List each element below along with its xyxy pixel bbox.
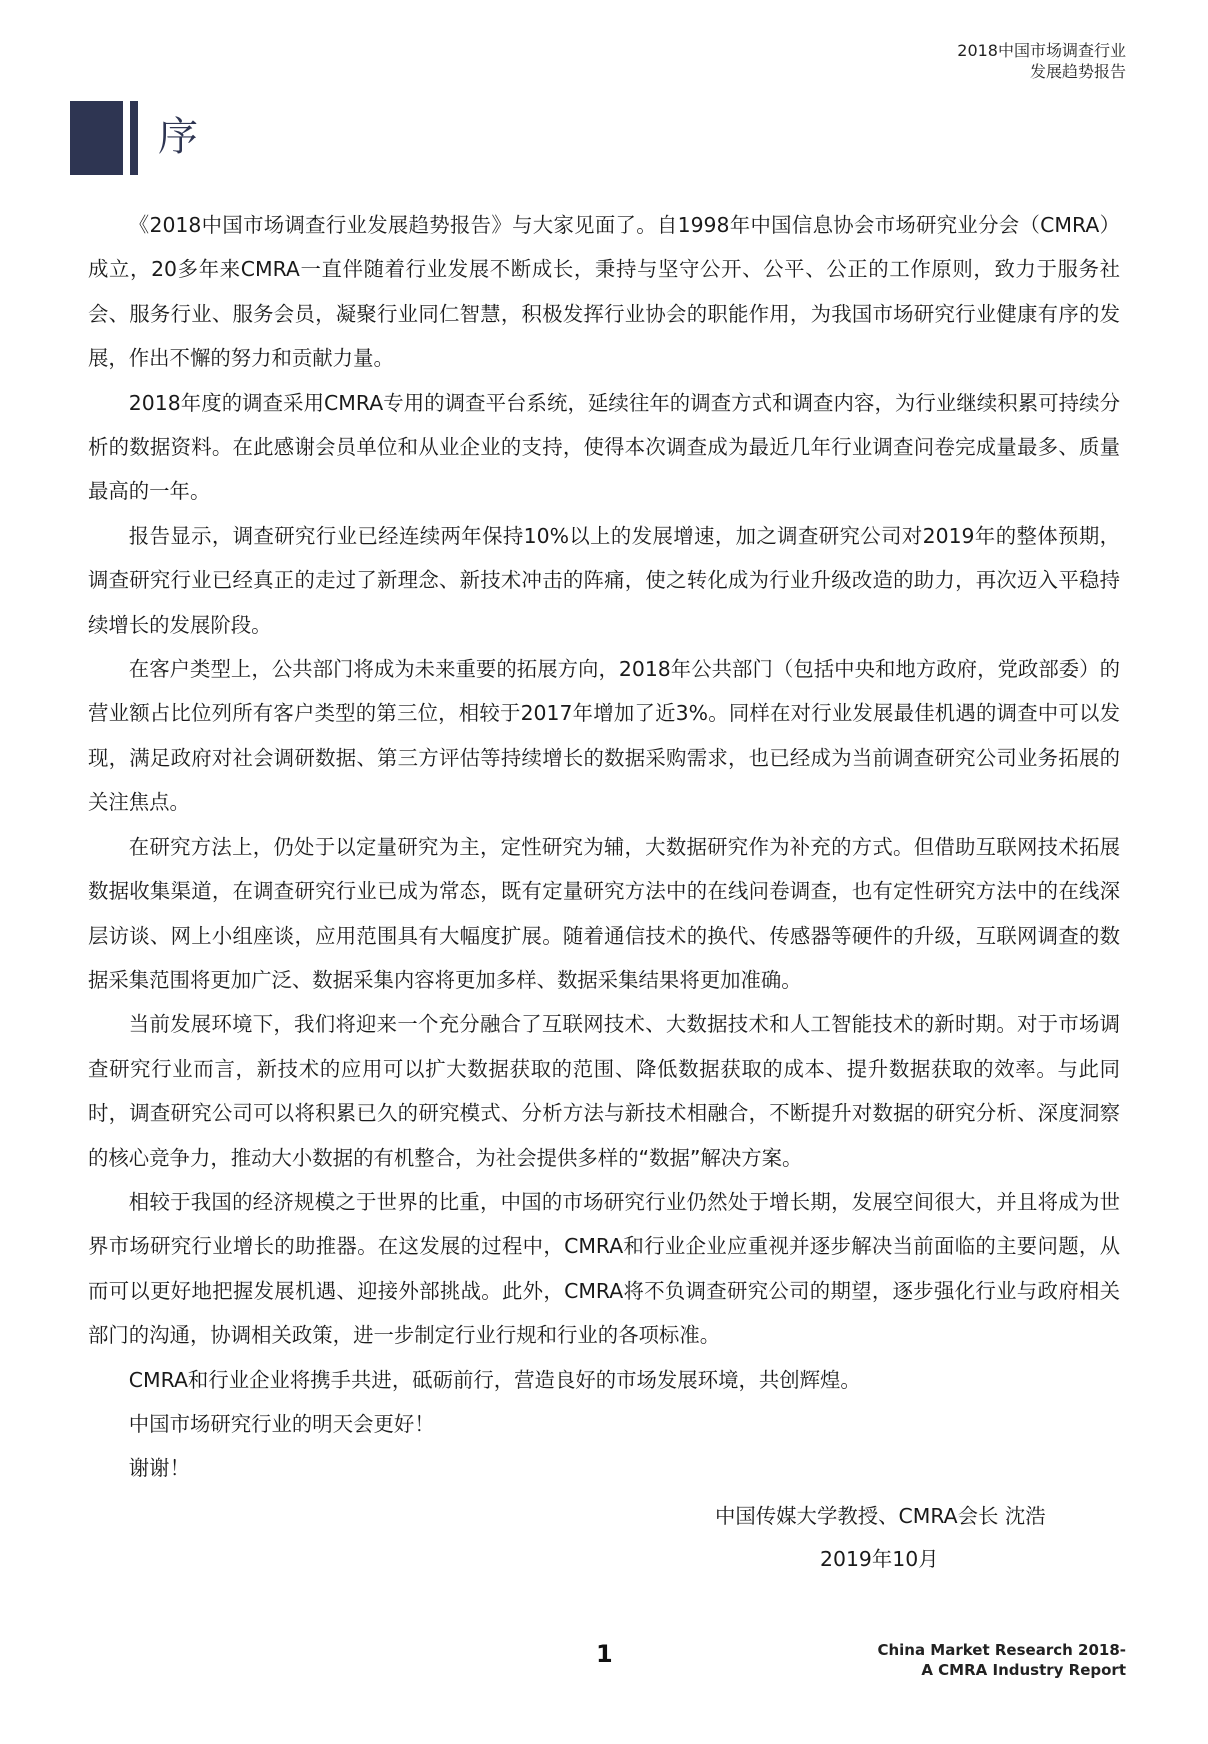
running-footer-line2: A CMRA Industry Report <box>921 1661 1126 1679</box>
signature-name: 中国传媒大学教授、CMRA会长 沈浩 <box>715 1504 1046 1528</box>
paragraph: 在客户类型上，公共部门将成为未来重要的拓展方向，2018年公共部门（包括中央和地方政府，党政部委）的营业额占比位列所有客户类型的第三位，相较于2017年增加了近3%。同样在对行业发展最佳机遇的调查中可以发现，满足政府对社会调研数据、第三方评估等持续增长的数据采购需求，也已经成为当前调查研究公司业务拓展的关注焦点。 <box>88 657 1120 815</box>
title-accent-bar <box>70 101 123 175</box>
page-number: 1 <box>596 1640 613 1668</box>
paragraph: 当前发展环境下，我们将迎来一个充分融合了互联网技术、大数据技术和人工智能技术的新时期。对于市场调查研究行业而言，新技术的应用可以扩大数据获取的范围、降低数据获取的成本、提升数据获取的效率。与此同时，调查研究公司可以将积累已久的研究模式、分析方法与新技术相融合，不断提升对数据的研究分析、深度洞察的核心竞争力，推动大小数据的有机整合，为社会提供多样的“数据”解决方案。 <box>88 1012 1120 1170</box>
page-title: 序 <box>158 114 198 160</box>
paragraph: 中国市场研究行业的明天会更好！ <box>128 1411 435 1436</box>
paragraph: 《2018中国市场调查行业发展趋势报告》与大家见面了。自1998年中国信息协会市场研究业分会（CMRA）成立，20多年来CMRA一直伴随着行业发展不断成长，秉持与坚守公开、公平、公正的工作原则，致力于服务社会、服务行业、服务会员，凝聚行业同仁智慧，积极发挥行业协会的职能作用，为我国市场研究行业健康有序的发展，作出不懈的努力和贡献力量。 <box>88 213 1120 371</box>
running-header-line2: 发展趋势报告 <box>1029 62 1126 81</box>
paragraph: 相较于我国的经济规模之于世界的比重，中国的市场研究行业仍然处于增长期，发展空间很大，并且将成为世界市场研究行业增长的助推器。在这发展的过程中，CMRA和行业企业应重视并逐步解决当前面临的主要问题，从而可以更好地把握发展机遇、迎接外部挑战。此外，CMRA将不负调查研究公司的期望，逐步强化行业与政府相关部门的沟通，协调相关政策，进一步制定行业行规和行业的各项标准。 <box>88 1189 1120 1348</box>
paragraph: 谢谢！ <box>128 1456 190 1481</box>
running-footer <box>877 1640 1126 1680</box>
preface-body <box>88 203 1120 1491</box>
paragraph: 在研究方法上，仍处于以定量研究为主，定性研究为辅，大数据研究作为补充的方式。但借助互联网技术拓展数据收集渠道，在调查研究行业已成为常态，既有定量研究方法中的在线问卷调查，也有定性研究方法中的在线深层访谈、网上小组座谈，应用范围具有大幅度扩展。随着通信技术的换代、传感器等硬件的升级，互联网调查的数据采集范围将更加广泛、数据采集内容将更加多样、数据采集结果将更加准确。 <box>88 834 1120 992</box>
signature-date: 2019年10月 <box>820 1547 939 1571</box>
paragraph: 2018年度的调查采用CMRA专用的调查平台系统，延续往年的调查方式和调查内容，为行业继续积累可持续分析的数据资料。在此感谢会员单位和从业企业的支持，使得本次调查成为最近几年行业调查问卷完成量最多、质量最高的一年。 <box>88 390 1120 504</box>
running-header <box>957 40 1126 82</box>
paragraph: 报告显示，调查研究行业已经连续两年保持10%以上的发展增速，加之调查研究公司对2019年的整体预期，调查研究行业已经真正的走过了新理念、新技术冲击的阵痛，使之转化成为行业升级改造的助力，再次迈入平稳持续增长的发展阶段。 <box>88 523 1120 637</box>
paragraph: CMRA和行业企业将携手共进，砥砺前行，营造良好的市场发展环境，共创辉煌。 <box>128 1367 861 1392</box>
running-footer-line1: China Market Research 2018- <box>877 1641 1126 1659</box>
title-accent-thin-bar <box>130 101 138 175</box>
running-header-line1: 2018中国市场调查行业 <box>957 41 1126 60</box>
